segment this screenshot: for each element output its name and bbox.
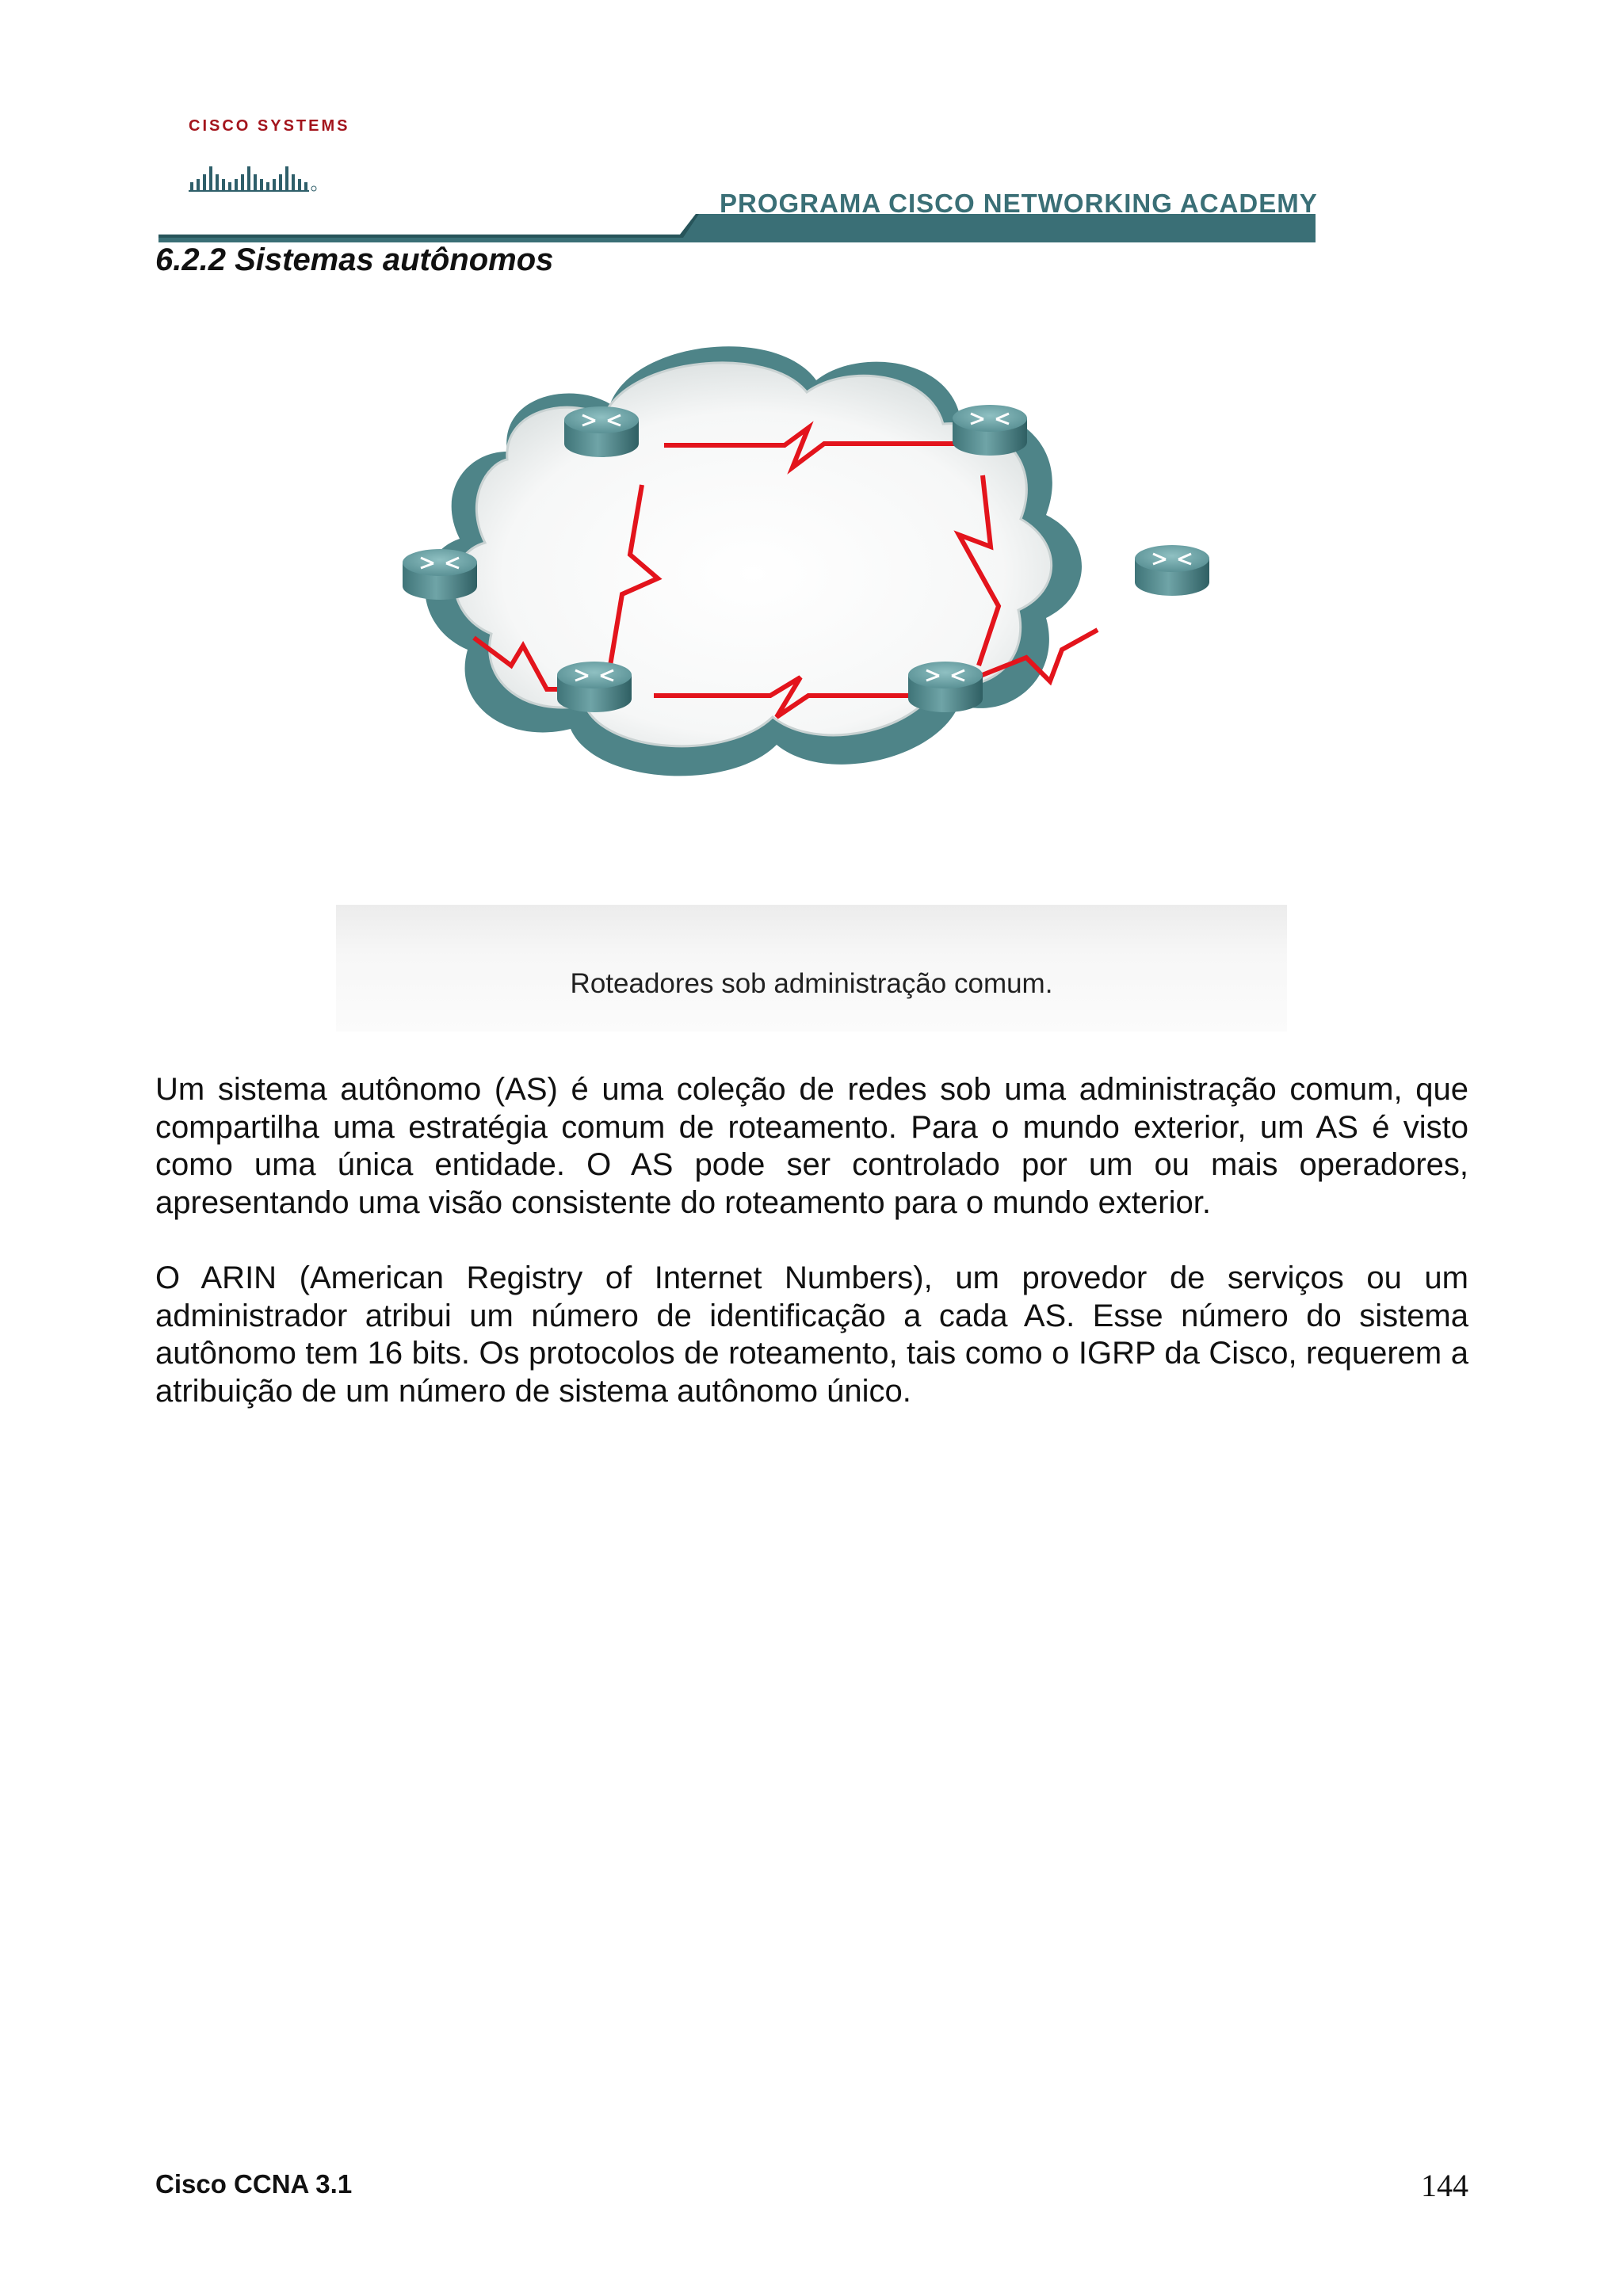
router-icon — [403, 549, 477, 600]
logo-text: CISCO SYSTEMS — [189, 117, 350, 135]
autonomous-system-diagram — [333, 317, 1300, 871]
router-icon — [1135, 545, 1209, 596]
figure-caption: Roteadores sob administração comum. — [570, 968, 1053, 999]
paragraph-as-definition: Um sistema autônomo (AS) é uma coleção de redes sob uma administração comum, que compartilha uma estratégia comum de roteamento. Para o mundo exterior, um AS é visto como uma única entidade. O AS pode ser controlado por um ou mais operadores, apresentando uma visão consistente do roteamento para o mundo exterior. — [155, 1072, 1468, 1220]
cisco-bridge-icon — [189, 144, 323, 192]
footer-course: Cisco CCNA 3.1 — [155, 2169, 353, 2199]
router-icon — [908, 662, 983, 712]
section-title: 6.2.2 Sistemas autônomos — [155, 242, 554, 277]
page-number: 144 — [1421, 2168, 1468, 2203]
cisco-systems-logo — [189, 117, 350, 196]
router-icon — [564, 406, 639, 457]
paragraph-as-number: O ARIN (American Registry of Internet Numbers), um provedor de serviços ou um administrador atribui um número de identificação a cada AS. Esse número do sistema autônomo tem 16 bits. Os protocolos de roteamento, tais como o IGRP da Cisco, requerem a atribuição de um número de sistema autônomo único. — [155, 1261, 1468, 1409]
program-title: PROGRAMA CISCO NETWORKING ACADEMY — [720, 189, 1318, 218]
router-icon — [557, 662, 632, 712]
figure-caption-box — [336, 905, 1287, 1032]
router-icon — [953, 405, 1027, 456]
